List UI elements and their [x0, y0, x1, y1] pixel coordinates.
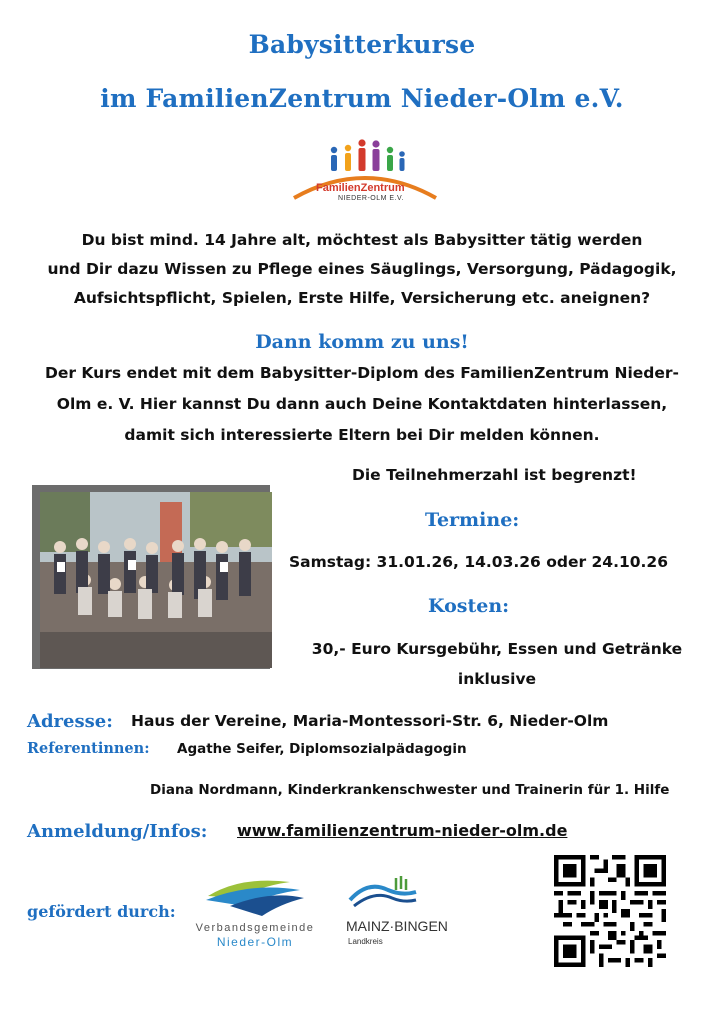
- sponsors-label: gefördert durch:: [27, 902, 176, 921]
- cta-heading: Dann komm zu uns!: [255, 331, 469, 353]
- page-subtitle: im FamilienZentrum Nieder-Olm e.V.: [100, 84, 624, 113]
- vg-line-2: Nieder-Olm: [216, 935, 294, 949]
- diploma-line-1: Der Kurs endet mit dem Babysitter-Diplom des FamilienZentrum Nieder-: [45, 364, 679, 382]
- qr-code[interactable]: [554, 855, 666, 967]
- mb-line-2: Landkreis: [348, 937, 383, 946]
- intro-line-1: Du bist mind. 14 Jahre alt, möchtest als Babysitter tätig werden: [81, 231, 643, 249]
- costs-line-1: 30,- Euro Kursgebühr, Essen und Getränke: [311, 640, 683, 658]
- registration-label: Anmeldung/Infos:: [27, 821, 208, 842]
- vg-nieder-olm-logo: [190, 872, 320, 952]
- intro-line-2: und Dir dazu Wissen zu Pflege eines Säuglings, Versorgung, Pädagogik,: [47, 260, 677, 278]
- qr-code-icon: [554, 855, 666, 967]
- mainz-bingen-hills-icon: [348, 876, 418, 910]
- speaker-2: Diana Nordmann, Kinderkrankenschwester und Trainerin für 1. Hilfe: [150, 782, 670, 798]
- group-photo: [40, 492, 272, 668]
- dates-heading: Termine:: [425, 509, 520, 531]
- participant-limit: Die Teilnehmerzahl ist begrenzt!: [352, 466, 637, 484]
- vg-wave-icon: [200, 872, 320, 920]
- page-title: Babysitterkurse: [248, 30, 476, 59]
- group-photo-illustration: [40, 492, 272, 668]
- speaker-1: Agathe Seifer, Diplomsozialpädagogin: [177, 741, 467, 757]
- diploma-line-3: damit sich interessierte Eltern bei Dir melden können.: [124, 426, 600, 444]
- address-value: Haus der Vereine, Maria-Montessori-Str. 6, Nieder-Olm: [131, 712, 609, 730]
- speakers-label: Referentinnen:: [27, 740, 150, 757]
- dates-text: Samstag: 31.01.26, 14.03.26 oder 24.10.26: [289, 553, 668, 571]
- vg-line-1: Verbandsgemeinde: [195, 922, 315, 934]
- mainz-bingen-logo: [346, 876, 476, 956]
- logo-name: FamilienZentrum: [316, 182, 405, 194]
- logo-sub: NIEDER-OLM E.V.: [338, 195, 404, 202]
- registration-link[interactable]: www.familienzentrum-nieder-olm.de: [237, 821, 568, 840]
- mb-line-1: MAINZ·BINGEN: [346, 918, 448, 934]
- costs-heading: Kosten:: [428, 595, 510, 617]
- costs-line-2: inklusive: [457, 670, 537, 688]
- familienzentrum-logo: [290, 138, 440, 210]
- diploma-line-2: Olm e. V. Hier kannst Du dann auch Deine Kontaktdaten hinterlassen,: [56, 395, 668, 413]
- address-label: Adresse:: [27, 711, 113, 732]
- intro-line-3: Aufsichtspflicht, Spielen, Erste Hilfe, Versicherung etc. aneignen?: [73, 289, 651, 307]
